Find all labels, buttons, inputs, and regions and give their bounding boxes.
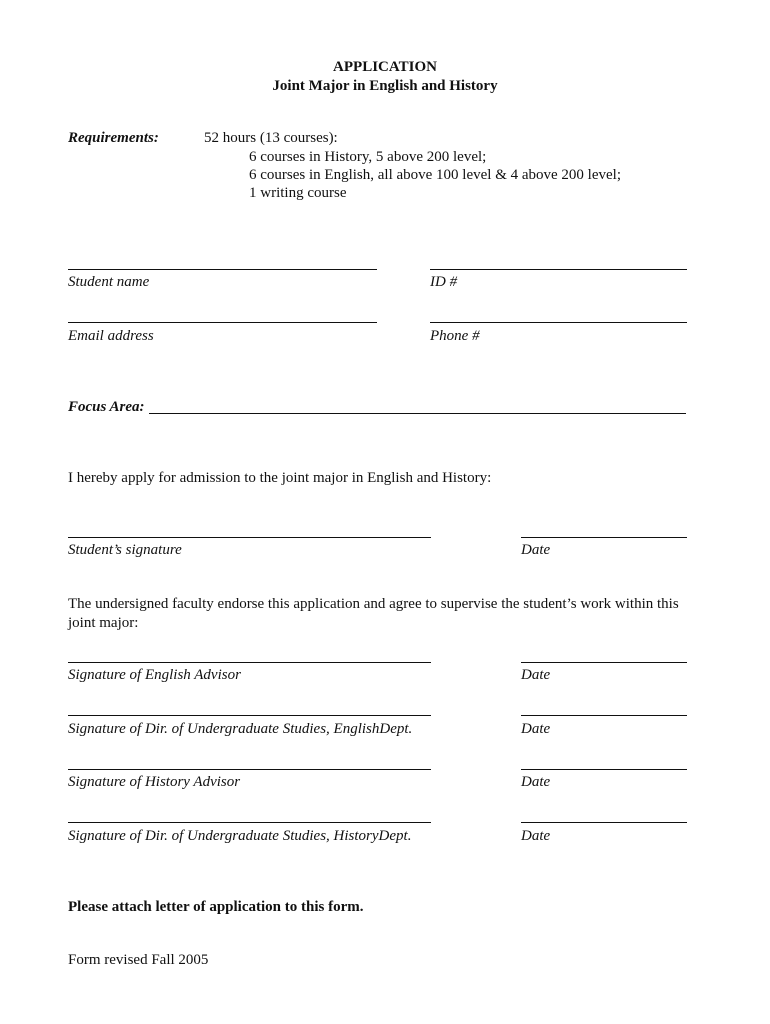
revision-note: Form revised Fall 2005 [68, 952, 209, 968]
focus-area-label: Focus Area: [68, 399, 145, 415]
english-advisor-signature-label: Signature of English Advisor [68, 667, 241, 683]
student-signature-date-label: Date [521, 542, 551, 558]
history-advisor-signature-field[interactable] [68, 769, 431, 770]
id-field[interactable] [430, 269, 687, 270]
student-signature-label: Student’s signature [68, 542, 182, 558]
student-name-field[interactable] [68, 269, 377, 270]
requirement-line: 6 courses in English, all above 100 level & 4 above 200 level; [249, 167, 621, 183]
english-dus-signature-label: Signature of Dir. of Undergraduate Studies, EnglishDept. [68, 721, 413, 737]
student-name-label: Student name [68, 274, 150, 290]
requirements-label: Requirements: [68, 130, 159, 146]
history-dus-signature-field[interactable] [68, 822, 431, 823]
english-dus-signature-field[interactable] [68, 715, 431, 716]
history-advisor-date-field[interactable] [521, 769, 687, 770]
history-dus-date-label: Date [521, 828, 551, 844]
email-label: Email address [68, 328, 154, 344]
english-dus-date-label: Date [521, 721, 551, 737]
email-field[interactable] [68, 322, 377, 323]
phone-label: Phone # [430, 328, 480, 344]
form-title: APPLICATION [333, 59, 437, 75]
student-signature-field[interactable] [68, 537, 431, 538]
phone-field[interactable] [430, 322, 687, 323]
english-advisor-signature-field[interactable] [68, 662, 431, 663]
application-statement: I hereby apply for admission to the joint major in English and History: [68, 470, 492, 486]
english-dus-date-field[interactable] [521, 715, 687, 716]
english-advisor-date-field[interactable] [521, 662, 687, 663]
history-dus-signature-label: Signature of Dir. of Undergraduate Studies, HistoryDept. [68, 828, 412, 844]
history-advisor-signature-label: Signature of History Advisor [68, 774, 241, 790]
form-subtitle: Joint Major in English and History [272, 78, 498, 94]
student-signature-date-field[interactable] [521, 537, 687, 538]
requirement-line: 6 courses in History, 5 above 200 level; [249, 149, 487, 165]
attach-note: Please attach letter of application to this form. [68, 899, 364, 915]
focus-area-field[interactable] [149, 413, 686, 414]
history-advisor-date-label: Date [521, 774, 551, 790]
requirement-line: 1 writing course [249, 185, 347, 201]
faculty-statement: The undersigned faculty endorse this application and agree to supervise the student’s work within this joint major: [68, 596, 679, 631]
id-label: ID # [430, 274, 458, 290]
history-dus-date-field[interactable] [521, 822, 687, 823]
english-advisor-date-label: Date [521, 667, 551, 683]
requirement-line: 52 hours (13 courses): [204, 130, 338, 146]
